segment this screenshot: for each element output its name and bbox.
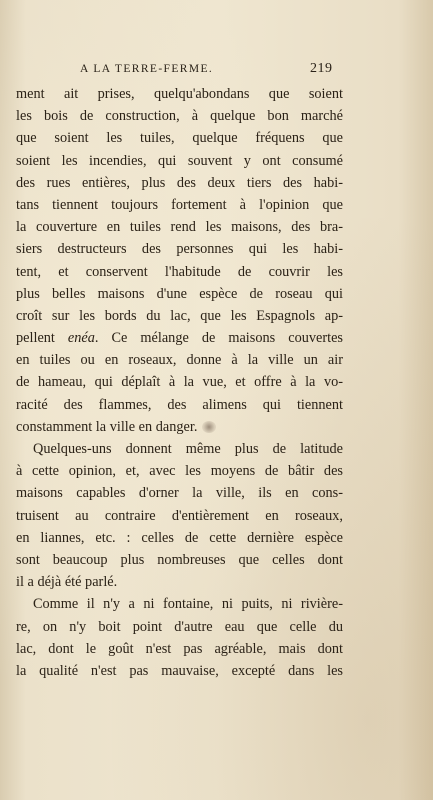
text-line: tans tiennent toujours fortement à l'opinion que [16,196,343,213]
text-segment: pellent [16,330,68,347]
text-line: à cette opinion, et, avec les moyens de bâtir des [16,463,343,480]
text-line: la qualité n'est pas mauvaise, excepté dans les [16,662,343,679]
text-line: re, on n'y boit point d'autre eau que celle du [16,618,343,635]
text-line: la couverture en tuiles rend les maisons, des bra- [16,219,343,236]
text-line-with-italic [16,327,343,349]
running-head [0,63,433,79]
page-number: 219 [310,61,333,76]
text-line: en tuiles ou en roseaux, donne à la ville un air [16,352,343,369]
text-line: tent, et conservent l'habitude de couvrir les [16,263,343,280]
text-line: plus belles maisons d'une espèce de roseau qui [16,285,343,302]
body-text [16,83,343,682]
text-line: de hameau, qui déplaît à la vue, et offre à la vo- [16,374,343,391]
text-line: truisent au contraire d'entièrement en roseaux, [16,507,343,524]
paragraph-first-line: Comme il n'y a ni fontaine, ni puits, ni rivière- [33,596,343,613]
text-line: sont beaucoup plus nombreuses que celles dont [16,551,343,568]
text-line: des rues entières, plus des deux tiers des habi- [16,174,343,191]
text-line: soient les incendies, qui souvent y ont consumé [16,152,343,169]
text-line: croît sur les bords du lac, que les Espagnols ap- [16,307,343,324]
text-line: ment ait prises, quelqu'abondans que soient [16,86,343,102]
running-head-title: A LA TERRE-FERME. [80,63,214,75]
text-segment: . Ce mélange de maisons couvertes [94,330,343,347]
italic-term: enéa [67,330,95,347]
text-line: lac, dont le goût n'est pas agréable, mais dont [16,640,343,657]
text-line: maisons capables d'orner la ville, ils en cons- [16,485,343,502]
paragraph-end-line: constamment la ville en danger. [16,418,198,435]
paragraph-end-line: il a déjà été parlé. [16,574,118,591]
text-line: que soient les tuiles, quelque fréquens que [16,130,343,147]
paragraph-first-line: Quelques-uns donnent même plus de latitude [33,441,343,457]
text-line: racité des flammes, des alimens qui tiennent [16,396,343,413]
text-line: en liannes, etc. : celles de cette dernière espèce [16,529,343,546]
text-line: siers destructeurs des personnes qui les habi- [16,241,343,258]
text-line: les bois de construction, à quelque bon marché [16,108,343,125]
